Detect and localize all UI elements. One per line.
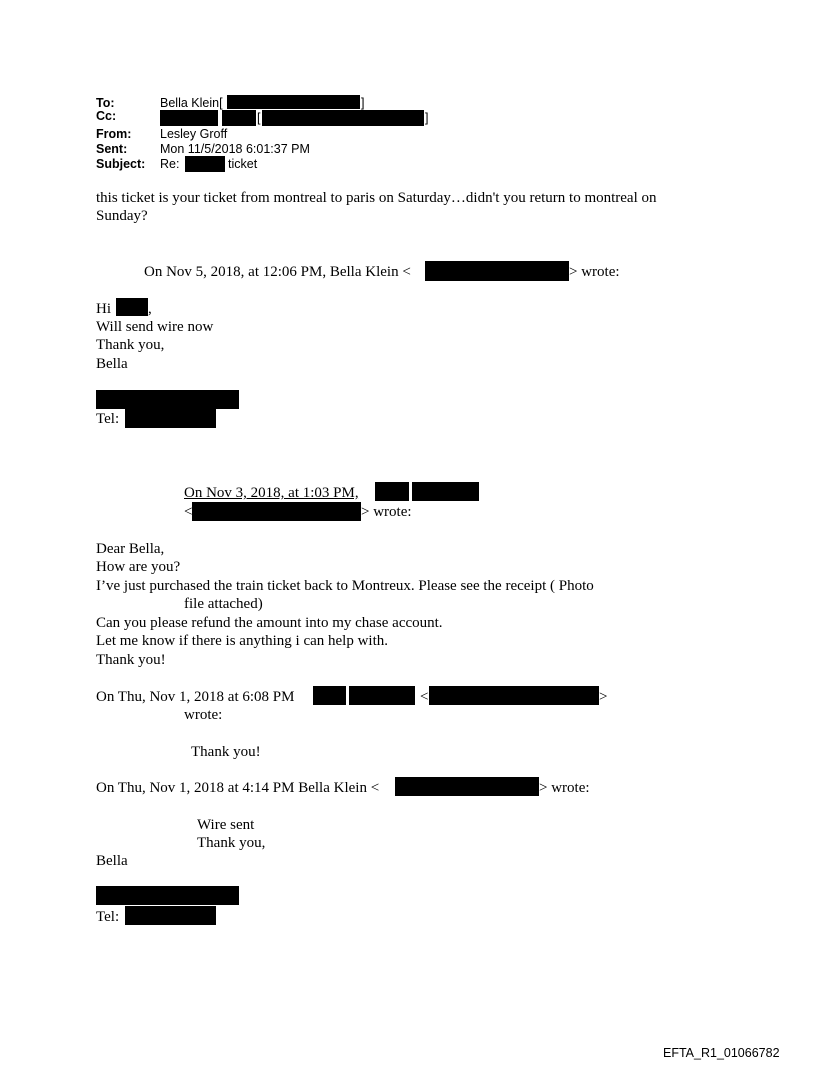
redaction-block: [227, 95, 360, 109]
redaction-block: [125, 906, 216, 925]
cc-label: Cc:: [96, 109, 117, 123]
quote-line: Let me know if there is anything i can help with.: [96, 633, 389, 649]
quote-attribution-end: > wrote:: [539, 780, 590, 796]
tel-label: Tel:: [96, 909, 120, 925]
quote-attribution: On Thu, Nov 1, 2018 at 6:08 PM: [96, 689, 295, 705]
quote-line: file attached): [184, 596, 263, 612]
from-value: Lesley Groff: [160, 127, 228, 141]
redaction-block: [222, 110, 256, 126]
quote-attribution: On Nov 5, 2018, at 12:06 PM, Bella Klein <: [144, 264, 411, 280]
cc-bracket-open: [: [257, 111, 261, 125]
redaction-block: [425, 261, 569, 281]
quote-line: Thank you,: [96, 337, 165, 353]
tel-label: Tel:: [96, 411, 120, 427]
redaction-block: [96, 390, 239, 409]
redaction-block: [185, 156, 225, 172]
quote-line: How are you?: [96, 559, 181, 575]
redaction-block: [96, 886, 239, 905]
redaction-block: [116, 298, 148, 316]
quote-attribution-wrote: wrote:: [184, 707, 223, 723]
signature: Bella: [96, 356, 128, 372]
quote-attribution-lt: <: [184, 504, 193, 520]
redaction-block: [429, 686, 599, 705]
redaction-block: [160, 110, 218, 126]
redaction-block: [412, 482, 479, 501]
to-value: Bella Klein[: [160, 96, 223, 110]
quote-line: I’ve just purchased the train ticket back to Montreux. Please see the receipt ( Photo: [96, 578, 594, 594]
to-label: To:: [96, 96, 115, 110]
subject-suffix: ticket: [228, 157, 258, 171]
quote-attribution-lt: <: [420, 689, 429, 705]
subject-label: Subject:: [96, 157, 146, 171]
redaction-block: [349, 686, 415, 705]
subject-prefix: Re:: [160, 157, 180, 171]
cc-bracket-close: ]: [425, 111, 429, 125]
to-bracket-close: ]: [361, 96, 365, 110]
quote-line: Dear Bella,: [96, 541, 165, 557]
quote-line: Thank you,: [197, 835, 266, 851]
greeting-comma: ,: [148, 301, 152, 317]
redaction-block: [313, 686, 346, 705]
quote-line: Thank you!: [191, 744, 261, 760]
quote-attribution: On Nov 3, 2018, at 1:03 PM,: [184, 485, 359, 501]
quote-attribution: On Thu, Nov 1, 2018 at 4:14 PM Bella Klein <: [96, 780, 380, 796]
quote-line: Will send wire now: [96, 319, 214, 335]
redaction-block: [375, 482, 409, 501]
redaction-block: [192, 502, 361, 521]
sent-value: Mon 11/5/2018 6:01:37 PM: [160, 142, 310, 156]
redaction-block: [125, 409, 216, 428]
quote-line: Thank you!: [96, 652, 166, 668]
quote-attribution-gt: >: [599, 689, 608, 705]
body-line: this ticket is your ticket from montreal to paris on Saturday…didn't you return to montreal on: [96, 190, 657, 206]
redaction-block: [395, 777, 539, 796]
from-label: From:: [96, 127, 132, 141]
quote-attribution-end: > wrote:: [569, 264, 620, 280]
quote-attribution-end: > wrote:: [361, 504, 412, 520]
quote-line: Can you please refund the amount into my chase account.: [96, 615, 443, 631]
body-line: Sunday?: [96, 208, 148, 224]
sent-label: Sent:: [96, 142, 128, 156]
document-id: EFTA_R1_01066782: [663, 1046, 780, 1060]
greeting: Hi: [96, 301, 111, 317]
signature: Bella: [96, 853, 128, 869]
quote-line: Wire sent: [197, 817, 255, 833]
redaction-block: [262, 110, 424, 126]
